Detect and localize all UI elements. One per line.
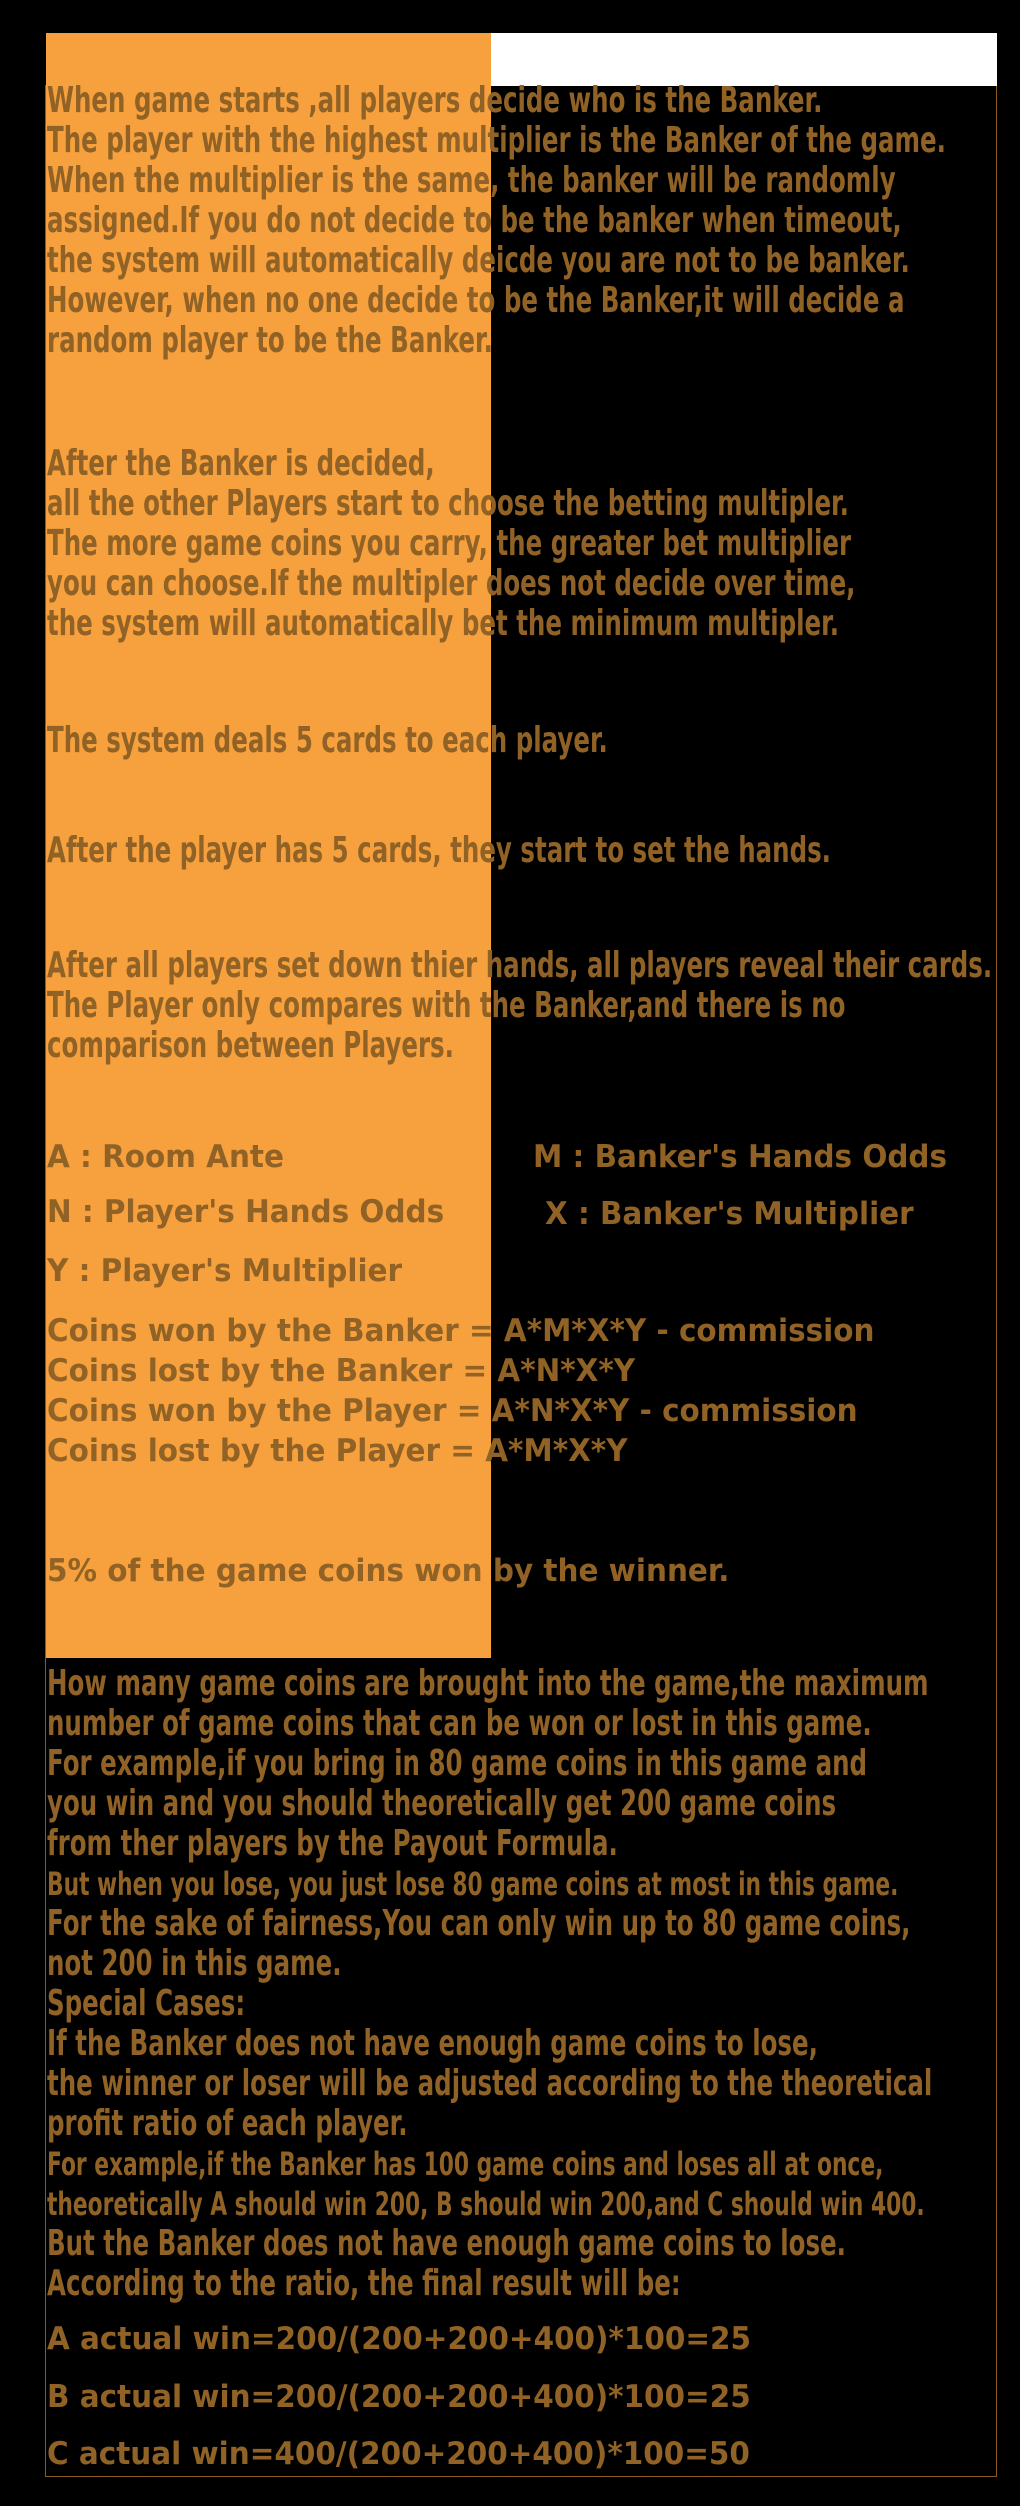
rules-text-line: the system will automatically deicde you are not to be banker. bbox=[47, 240, 910, 281]
definition-player-hands-odds: N : Player's Hands Odds bbox=[47, 1194, 445, 1230]
rules-text-line: How many game coins are brought into the game,the maximum bbox=[47, 1663, 929, 1704]
rules-text-line: For the sake of fairness,You can only win up to 80 game coins, bbox=[47, 1903, 911, 1944]
definition-banker-multiplier: X : Banker's Multiplier bbox=[545, 1196, 914, 1232]
rules-text-line: you can choose.If the multipler does not decide over time, bbox=[47, 563, 856, 604]
rules-text-line: According to the ratio, the final result will be: bbox=[47, 2263, 681, 2304]
rules-text-line: But the Banker does not have enough game coins to lose. bbox=[47, 2223, 846, 2264]
payout-formula-line: Coins lost by the Player = A*M*X*Y bbox=[47, 1433, 628, 1469]
rules-text-line: For example,if you bring in 80 game coins in this game and bbox=[47, 1743, 868, 1784]
payout-formula-line: Coins lost by the Banker = A*N*X*Y bbox=[47, 1353, 636, 1389]
payout-formula-line: Coins won by the Player = A*N*X*Y - commission bbox=[47, 1393, 858, 1429]
rules-text-line: the winner or loser will be adjusted according to the theoretical bbox=[47, 2063, 933, 2104]
actual-win-example-line: C actual win=400/(200+200+400)*100=50 bbox=[47, 2436, 750, 2472]
rules-text-line: After the Banker is decided, bbox=[47, 443, 435, 484]
rules-text-line: When the multiplier is the same, the banker will be randomly bbox=[47, 160, 896, 201]
definition-room-ante: A : Room Ante bbox=[47, 1139, 284, 1175]
rules-text-line: For example,if the Banker has 100 game coins and loses all at once, bbox=[47, 2145, 884, 2183]
rules-text-line: But when you lose, you just lose 80 game coins at most in this game. bbox=[47, 1865, 899, 1903]
rules-text-line: After all players set down thier hands, all players reveal their cards. bbox=[47, 945, 993, 986]
rules-text-line: If the Banker does not have enough game coins to lose, bbox=[47, 2023, 818, 2064]
commission-line: 5% of the game coins won by the winner. bbox=[47, 1553, 730, 1589]
rules-text-line: all the other Players start to choose the betting multipler. bbox=[47, 483, 849, 524]
definition-banker-hands-odds: M : Banker's Hands Odds bbox=[533, 1139, 948, 1175]
rules-text-line: The player with the highest multiplier is the Banker of the game. bbox=[47, 120, 946, 161]
rules-text-line: not 200 in this game. bbox=[47, 1943, 342, 1984]
definition-player-multiplier: Y : Player's Multiplier bbox=[47, 1253, 403, 1289]
rules-text-line: comparison between Players. bbox=[47, 1025, 454, 1066]
rules-text-line: the system will automatically bet the minimum multipler. bbox=[47, 603, 839, 644]
rules-text-line: you win and you should theoretically get 200 game coins bbox=[47, 1783, 837, 1824]
rules-text-line: assigned.If you do not decide to be the banker when timeout, bbox=[47, 200, 902, 241]
header-placeholder-strip bbox=[491, 33, 997, 86]
rules-text-line: After the player has 5 cards, they start to set the hands. bbox=[47, 830, 831, 871]
rules-text-line: Special Cases: bbox=[47, 1983, 246, 2024]
payout-formula-line: Coins won by the Banker = A*M*X*Y - commission bbox=[47, 1313, 875, 1349]
rules-text-line: The more game coins you carry, the greater bet multiplier bbox=[47, 523, 852, 564]
rules-text-line: random player to be the Banker. bbox=[47, 320, 493, 361]
rules-text-line: However, when no one decide to be the Banker,it will decide a bbox=[47, 280, 905, 321]
rules-text-line: number of game coins that can be won or lost in this game. bbox=[47, 1703, 872, 1744]
rules-text-line: theoretically A should win 200, B should win 200,and C should win 400. bbox=[47, 2185, 925, 2223]
rules-text-line: The Player only compares with the Banker,and there is no bbox=[47, 985, 846, 1026]
actual-win-example-line: A actual win=200/(200+200+400)*100=25 bbox=[47, 2321, 752, 2357]
rules-text-line: from ther players by the Payout Formula. bbox=[47, 1823, 618, 1864]
rules-text-line: The system deals 5 cards to each player. bbox=[47, 720, 608, 761]
actual-win-example-line: B actual win=200/(200+200+400)*100=25 bbox=[47, 2379, 751, 2415]
rules-text-line: profit ratio of each player. bbox=[47, 2103, 408, 2144]
rules-text-line: When game starts ,all players decide who is the Banker. bbox=[47, 80, 823, 121]
